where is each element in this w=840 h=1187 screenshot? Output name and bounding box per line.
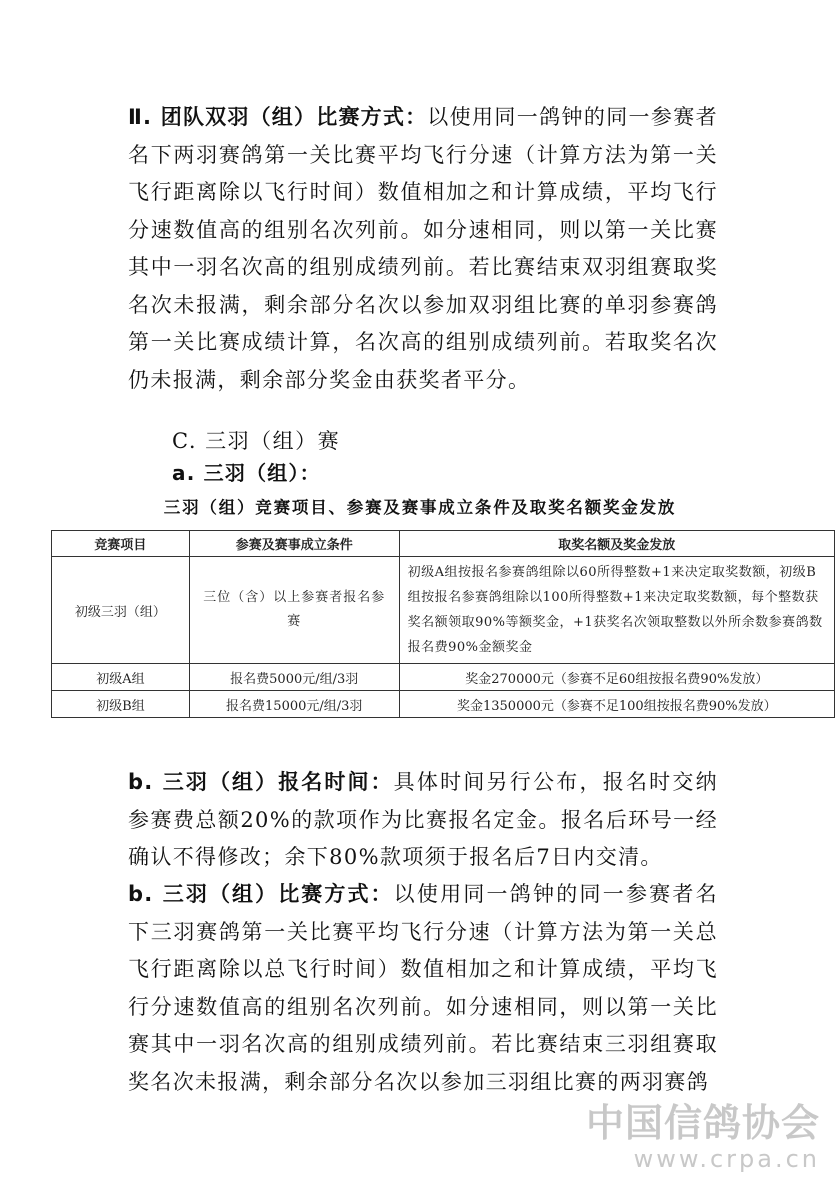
section-c-sub-a: a. 三羽（组）：	[172, 461, 321, 485]
watermark-name: 中国信鸽协会	[585, 1101, 820, 1145]
header-item: 竞赛项目	[52, 531, 190, 557]
section-b2-paragraph	[128, 876, 718, 1101]
row3-condition: 报名费15000元/组/3羽	[189, 691, 399, 718]
table-row	[52, 691, 835, 718]
section-c-title: C. 三羽（组）赛	[172, 429, 341, 453]
watermark-url: www.crpa.cn	[633, 1145, 820, 1173]
table-row	[52, 557, 835, 664]
section-ii-body: 以使用同一鸽钟的同一参赛者名下两羽赛鸽第一关比赛平均飞行分速（计算方法为第一关飞行距离除以飞行时间）数值相加之和计算成绩，平均飞行分速数值高的组别名次列前。如分速相同，则以第一关比赛其中一羽名次高的组别成绩列前。若比赛结束双羽组赛取奖名次未报满，剩余部分名次以参加双羽组比赛的单羽参赛鸽第一关比赛成绩计算，名次高的组别成绩列前。若取奖名次仍未报满，剩余部分奖金由获奖者平分。	[128, 105, 718, 392]
header-condition: 参赛及赛事成立条件	[189, 531, 399, 557]
row3-item: 初级B组	[52, 691, 190, 718]
table-title: 三羽（组）竞赛项目、参赛及赛事成立条件及取奖名额奖金发放	[163, 498, 677, 517]
table-header-row	[52, 531, 835, 557]
row1-item: 初级三羽（组）	[52, 557, 190, 664]
row2-award: 奖金270000元（参赛不足60组按报名费90%发放）	[399, 664, 834, 691]
header-award: 取奖名额及奖金发放	[399, 531, 834, 557]
row3-award: 奖金1350000元（参赛不足100组按报名费90%发放）	[399, 691, 834, 718]
row2-item: 初级A组	[52, 664, 190, 691]
watermark	[586, 1101, 820, 1173]
section-ii-heading: Ⅱ. 团队双羽（组）比赛方式：	[128, 105, 428, 129]
section-b1-body: 具体时间另行公布，报名时交纳参赛费总额20%的款项作为比赛报名定金。报名后环号一经确认不得修改；余下80%款项须于报名后7日内交清。	[128, 770, 718, 869]
section-b2-heading: b. 三羽（组）比赛方式：	[128, 882, 394, 906]
row2-condition: 报名费5000元/组/3羽	[189, 664, 399, 691]
row1-award: 初级A组按报名参赛鸽组除以60所得整数+1来决定取奖数额，初级B组按报名参赛鸽组除以100所得整数+1来决定取奖数额，每个整数获奖名额领取90%等额奖金，+1获奖名次领取整数以外所余数参赛鸽数报名费90%金额奖金	[399, 557, 834, 664]
section-b1-paragraph	[128, 764, 718, 877]
table-row	[52, 664, 835, 691]
section-b2-body: 以使用同一鸽钟的同一参赛者名下三羽赛鸽第一关比赛平均飞行分速（计算方法为第一关总飞行距离除以总飞行时间）数值相加之和计算成绩，平均飞行分速数值高的组别名次列前。如分速相同，则以第一关比赛其中一羽名次高的组别成绩列前。若比赛结束三羽组赛取奖名次未报满，剩余部分名次以参加三羽组比赛的两羽赛鸽	[128, 882, 718, 1094]
section-ii-paragraph	[128, 99, 718, 399]
section-b1-heading: b. 三羽（组）报名时间：	[128, 770, 394, 794]
row1-condition: 三位（含）以上参赛者报名参赛	[189, 557, 399, 664]
award-table	[51, 530, 835, 718]
